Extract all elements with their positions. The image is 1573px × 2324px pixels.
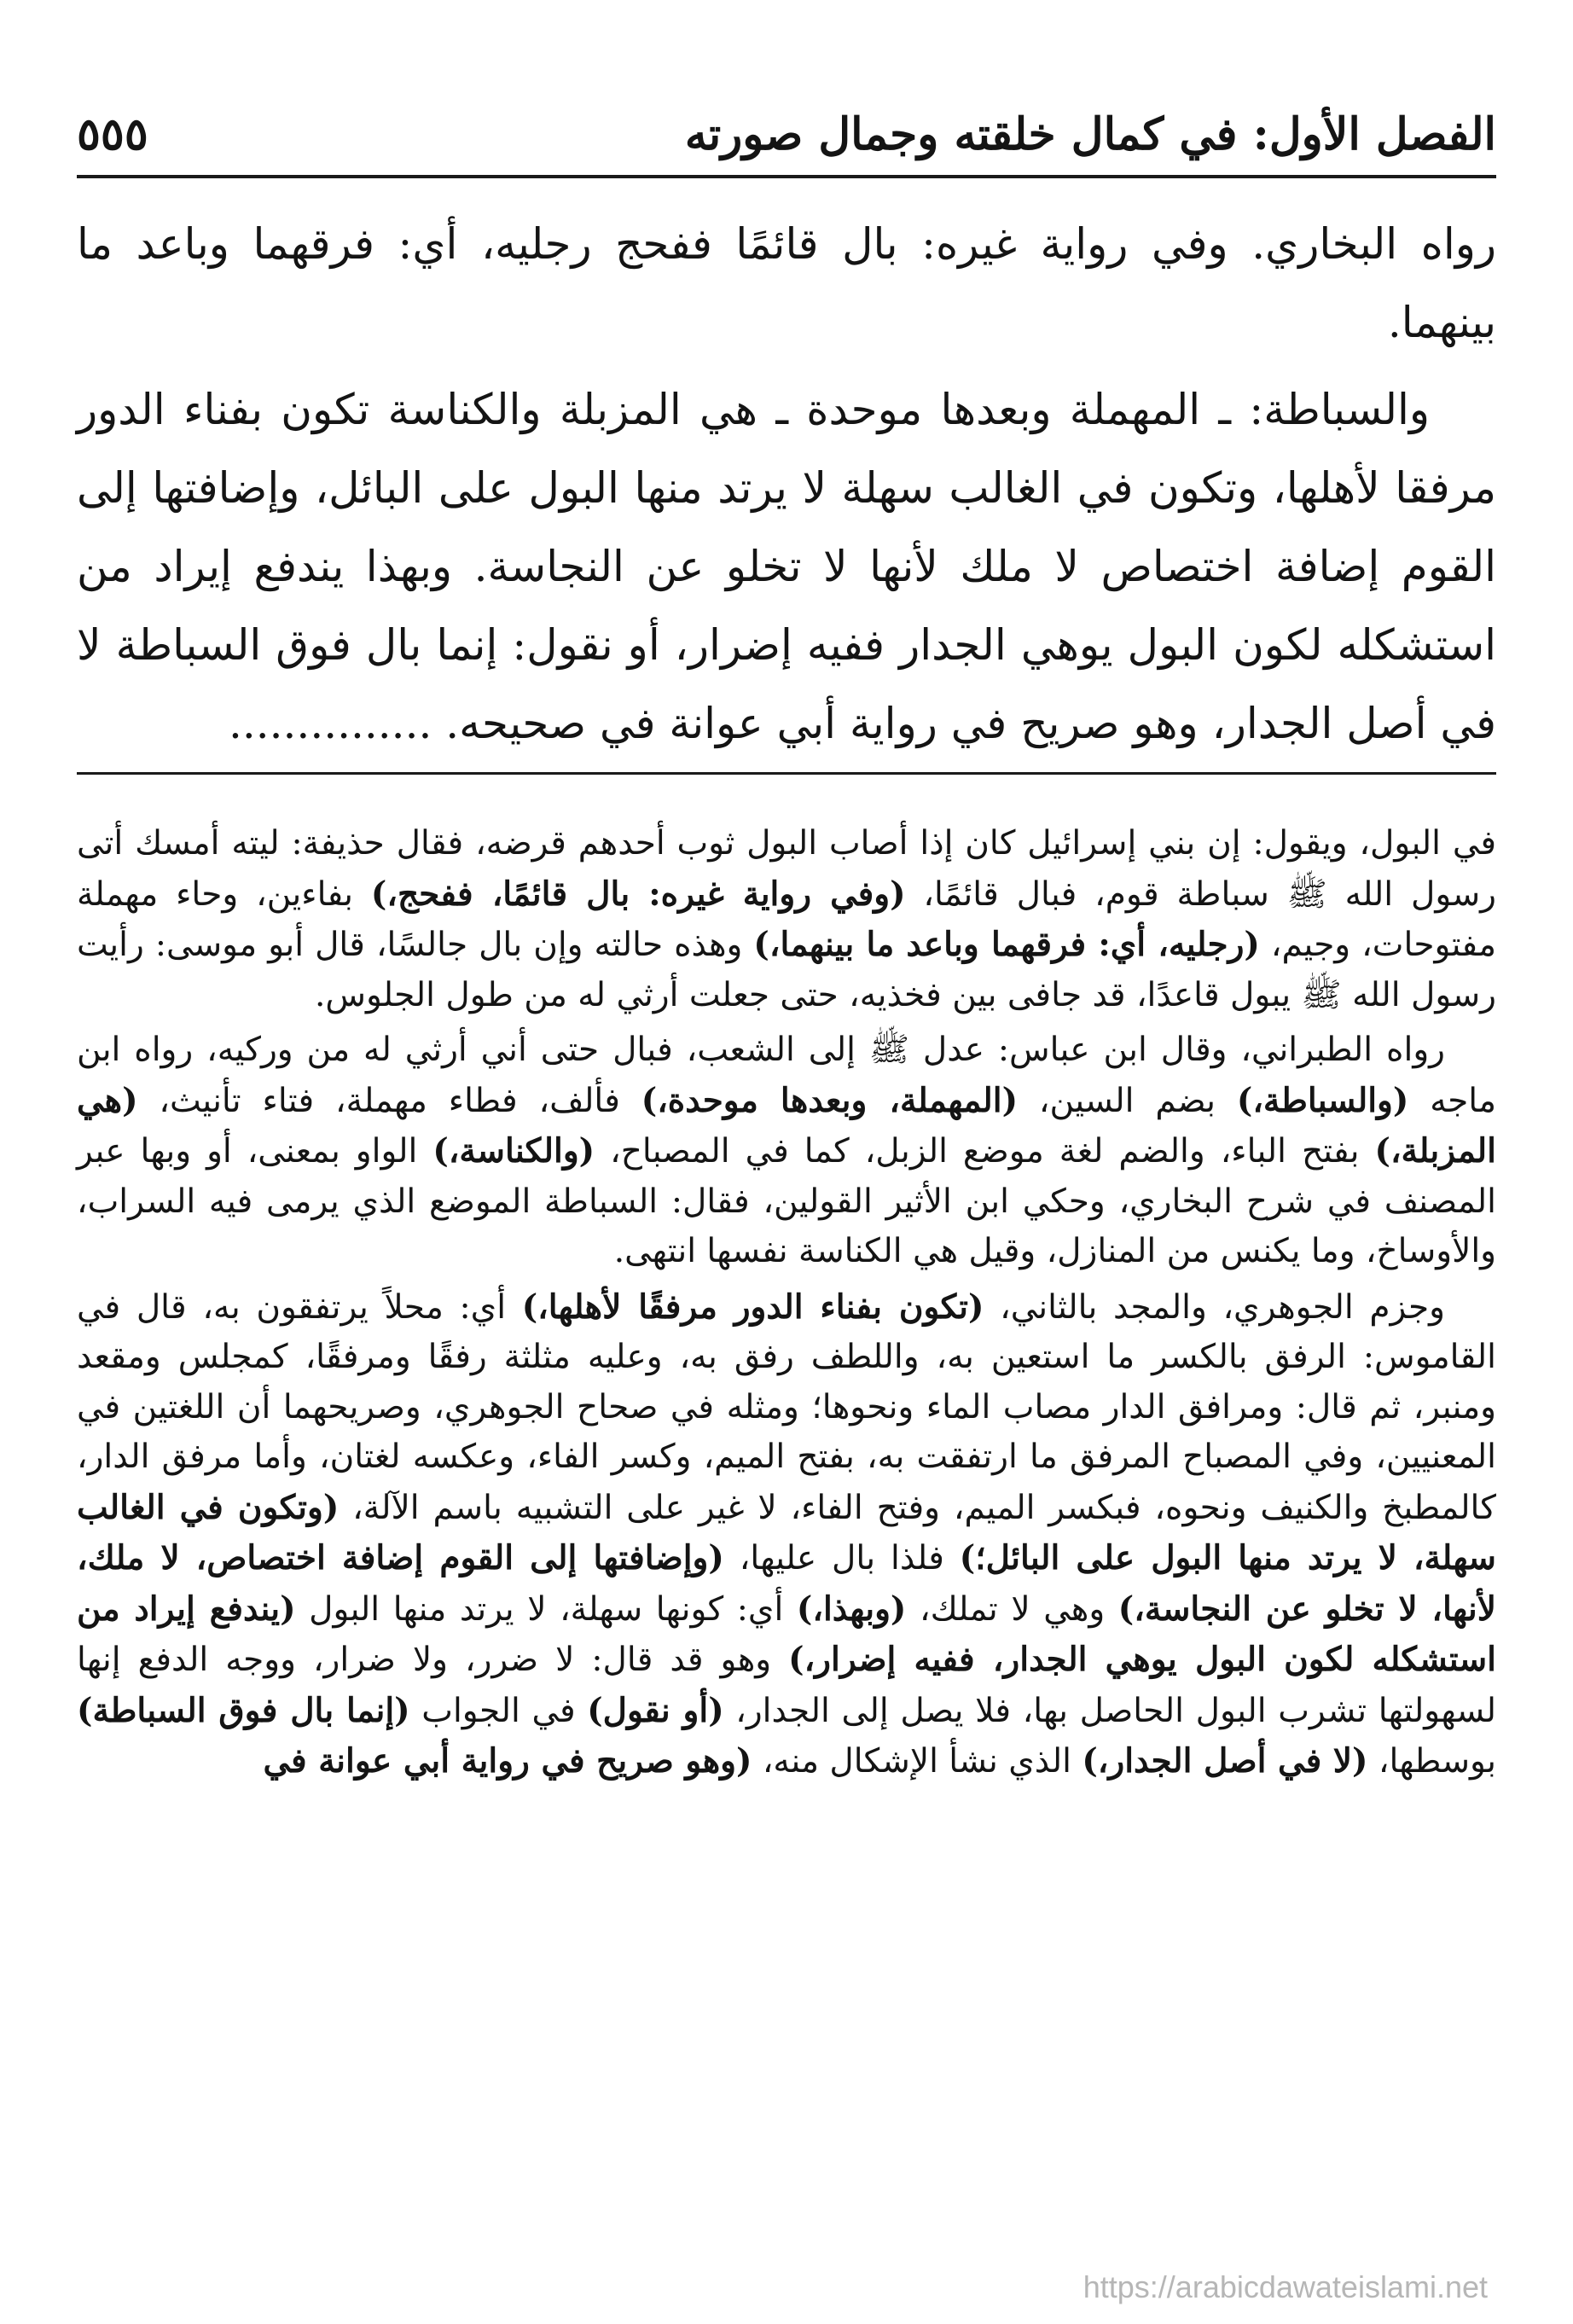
commentary-paragraph-1	[77, 819, 1496, 1020]
commentary-text: أي: محلاً يرتفقون به، قال في القاموس: الرفق بالكسر ما استعين به، واللطف رفق به، وعليه مثلثة رفقًا ومرفقًا، كمجلس ومقعد ومنبر، ثم قال: ومرافق الدار مصاب الماء ونحوها؛ ومثله في صحاح الجوهري، وصريحهما أن اللغتين في المعنيين، وفي المصباح المرفق ما ارتفقت به، بفتح الميم، وكسر الفاء، وعكسه لغتان، وأما مرفق الدار، كالمطبخ والكنيف ونحوه، فبكسر الميم، وفتح الفاء، لا غير على التشبيه باسم الآلة،	[77, 1287, 1496, 1527]
quoted-text: (المهملة، وبعدها موحدة،)	[641, 1080, 1019, 1120]
quoted-text: (لا في أصل الجدار،)	[1082, 1741, 1368, 1781]
commentary-paragraph-3	[77, 1282, 1496, 1787]
main-text	[77, 205, 1496, 763]
page-header	[77, 101, 1496, 169]
commentary-text: في البول، ويقول: إن بني إسرائيل كان إذا أصاب البول ثوب أحدهم قرضه، فقال حذيفة: ليته أمسك أتى رسول الله ﷺ سباطة قوم، فبال قائمًا،	[77, 824, 1496, 914]
quoted-text: (هي المزبلة،)	[77, 1080, 1497, 1171]
quoted-text: (يندفع إيراد من استشكله لكون البول يوهي الجدار، ففيه إضرار،)	[77, 1589, 1496, 1679]
quoted-text: (رجليه، أي: فرقهما وباعد ما بينهما،)	[753, 925, 1260, 964]
commentary-text: بوسطها،	[1367, 1742, 1496, 1781]
page-number: ٥٥٥	[77, 108, 148, 160]
commentary-text: بضم السين،	[1018, 1081, 1237, 1120]
quoted-text: (وهو صريح في رواية أبي عوانة في	[263, 1741, 752, 1781]
quoted-text: (أو نقول)	[587, 1690, 724, 1730]
quoted-text: (تكون بفناء الدور مرفقًا لأهلها،)	[521, 1287, 984, 1327]
quoted-text: (وإضافتها إلى القوم إضافة اختصاص، لا ملك، لأنها، لا تخلو عن النجاسة،)	[77, 1538, 1496, 1629]
quoted-text: (وفي رواية غيره: بال قائمًا، ففحج،)	[370, 874, 906, 914]
commentary-paragraph-2	[77, 1025, 1496, 1277]
quoted-text: (وبهذا،)	[796, 1589, 907, 1629]
main-paragraph-2: والسباطة: ـ المهملة وبعدها موحدة ـ هي المزبلة والكناسة تكون بفناء الدور مرفقا لأهلها، وتكون في الغالب سهلة لا يرتد منها البول على البائل، وإضافتها إلى القوم إضافة اختصاص لا ملك لأنها لا تخلو عن النجاسة. وبهذا يندفع إيراد من استشكله لكون البول يوهي الجدار ففيه إضرار، أو نقول: إنما بال فوق السباطة لا في أصل الجدار، وهو صريح في رواية أبي عوانة في صحيحه. ...............	[77, 385, 1496, 748]
book-page	[77, 0, 1496, 2324]
quoted-text: (والكناسة،)	[432, 1131, 595, 1171]
commentary-text: بفاءين، وحاء مهملة مفتوحات، وجيم،	[77, 874, 1496, 964]
quoted-text: (والسباطة،)	[1236, 1080, 1409, 1120]
commentary-text: أي: كونها سهلة، لا يرتد منها البول	[295, 1589, 797, 1629]
commentary	[77, 819, 1496, 1792]
header-divider	[77, 175, 1496, 178]
commentary-text: وهو قد قال: لا ضرر، ولا ضرار، ووجه الدفع إنها لسهولتها تشرب البول الحاصل بها، فلا يصل إلى الجدار،	[77, 1641, 1497, 1730]
quoted-text: (وتكون في الغالب سهلة، لا يرتد منها البول على البائل؛)	[77, 1487, 1496, 1577]
commentary-text: رواه الطبراني، وقال ابن عباس: عدل ﷺ إلى الشعب، فبال حتى أني أرثي له من وركيه، رواه ابن ماجه	[77, 1031, 1497, 1120]
commentary-text: الواو بمعنى، أو وبها عبر المصنف في شرح البخاري، وحكي ابن الأثير القولين، فقال: السباطة الموضع الذي يرمى فيه السراب، والأوساخ، وما يكنس من المنازل، وقيل هي الكناسة نفسها انتهى.	[77, 1132, 1496, 1270]
commentary-text: وهي لا تملك،	[906, 1589, 1118, 1629]
main-paragraph-1: رواه البخاري. وفي رواية غيره: بال قائمًا ففحج رجليه، أي: فرقهما وباعد ما بينهما.	[77, 219, 1496, 347]
commentary-divider	[77, 772, 1496, 775]
commentary-text: فألف، فطاء مهملة، فتاء تأنيث،	[137, 1081, 641, 1120]
commentary-text: وهذه حالته وإن بال جالسًا، قال أبو موسى: رأيت رسول الله ﷺ يبول قاعدًا، قد جافى بين فخذيه، حتى جعلت أرثي له من طول الجلوس.	[77, 926, 1496, 1014]
watermark-url: https://arabicdawateislami.net	[1083, 2269, 1488, 2304]
commentary-text: بفتح الباء، والضم لغة موضع الزبل، كما في المصباح،	[595, 1132, 1375, 1171]
commentary-text: وجزم الجوهري، والمجد بالثاني،	[984, 1287, 1445, 1327]
chapter-title: الفصل الأول: في كمال خلقته وجمال صورته	[684, 108, 1496, 160]
commentary-text: في الجواب	[409, 1691, 588, 1730]
commentary-text: فلذا بال عليها،	[723, 1539, 960, 1577]
commentary-text: الذي نشأ الإشكال منه،	[752, 1742, 1083, 1781]
quoted-text: (إنما بال فوق السباطة)	[77, 1690, 410, 1730]
